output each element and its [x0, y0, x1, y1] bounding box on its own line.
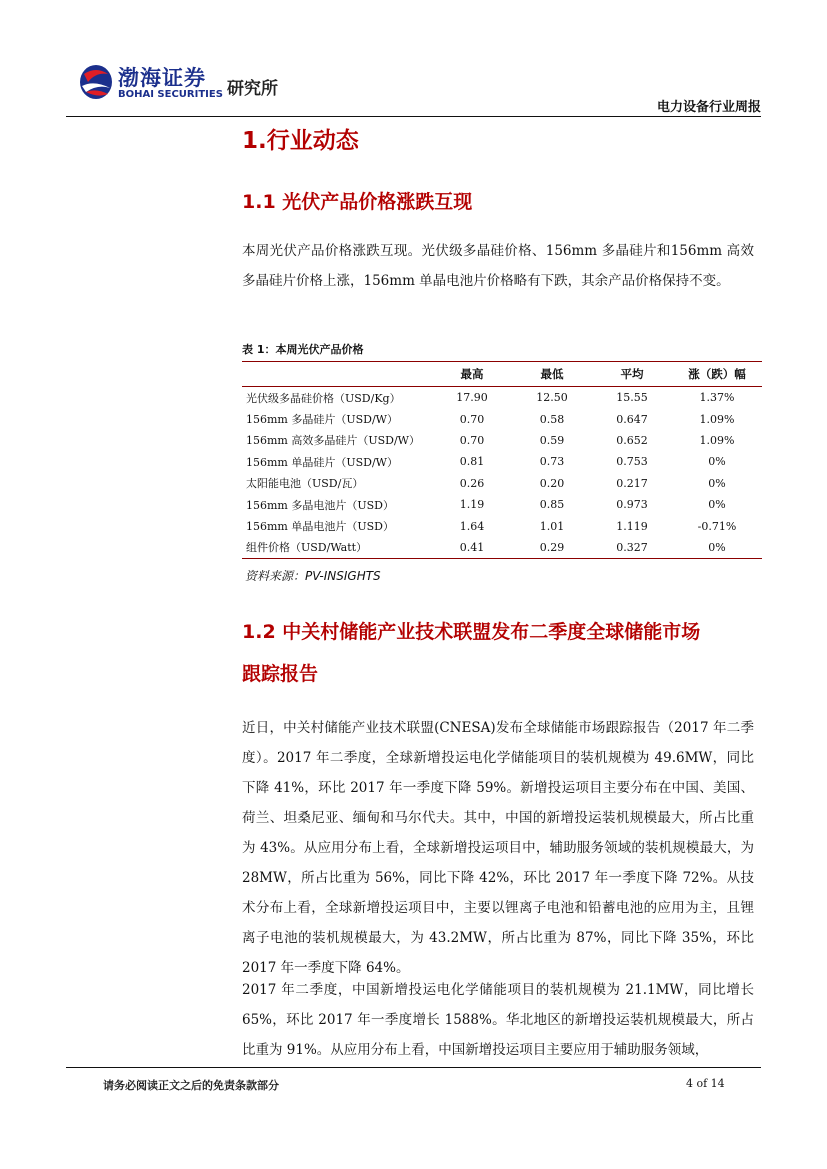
table-cell: 0.73	[539, 455, 565, 469]
paragraph-china-storage: 2017 年二季度，中国新增投运电化学储能项目的装机规模为 21.1MW，同比增长 65%，环比 2017 年一季度增长 1588%。华北地区的新增投运装机规模最大，所占比重为 91%。从应用分布上看，中国新增投运项目主要应用于辅助服务领域，	[242, 982, 754, 1058]
table-cell: 1.64	[459, 519, 485, 533]
table-cell: 1.37%	[699, 391, 735, 405]
subsection-title-1-1: 1.1 光伏产品价格涨跌互现	[242, 191, 473, 213]
table-cell: 12.50	[536, 391, 568, 405]
table-header-row	[242, 362, 762, 387]
table-cell: 0.327	[592, 537, 672, 559]
pv-price-table	[242, 361, 762, 559]
table-cell: 1.01	[539, 519, 565, 533]
report-type: 电力设备行业周报	[656, 100, 761, 115]
table-header-cell	[242, 362, 432, 387]
table-row	[242, 515, 762, 536]
header-divider	[66, 116, 761, 117]
table-cell: 17.90	[456, 391, 488, 405]
table-cell: 1.09%	[699, 433, 735, 447]
table-cell: 0.59	[539, 433, 565, 447]
footer-divider	[66, 1067, 761, 1068]
table-row	[242, 451, 762, 472]
subsection-title-1-2: 1.2 中关村储能产业技术联盟发布二季度全球储能市场	[242, 621, 701, 643]
table-header-cell: 平均	[592, 362, 672, 387]
table-header-cell: 涨（跌）幅	[672, 362, 762, 387]
table-cell: 156mm 单晶硅片（USD/W）	[246, 455, 398, 469]
table-cell: 0.70	[459, 412, 485, 426]
table-row	[242, 473, 762, 494]
section-title: 1.行业动态	[242, 128, 359, 154]
brand-name-cn: 渤海证券	[118, 66, 206, 90]
table-header-cell: 最高	[432, 362, 512, 387]
table-cell: 0.20	[539, 476, 565, 490]
table-cell: 太阳能电池（USD/瓦）	[246, 477, 364, 491]
table-cell: 156mm 单晶电池片（USD）	[246, 520, 394, 534]
table-row	[242, 537, 762, 559]
table-cell: 0%	[708, 476, 726, 490]
table-cell: 0.647	[616, 412, 648, 426]
table-cell: 1.119	[616, 519, 648, 533]
brand-name-en: BOHAI SECURITIES	[118, 89, 223, 100]
table-header-cell: 最低	[512, 362, 592, 387]
table-cell: 156mm 多晶电池片（USD）	[246, 498, 394, 512]
table-row	[242, 408, 762, 429]
table-cell: 156mm 高效多晶硅片（USD/W）	[246, 434, 420, 448]
table-cell: 0.753	[616, 455, 648, 469]
table-cell: 0.41	[432, 537, 512, 559]
table-cell: 0.973	[616, 498, 648, 512]
table-cell: 0.81	[459, 455, 485, 469]
table-source: 资料来源：PV-INSIGHTS	[245, 569, 381, 583]
brand-department: 研究所	[227, 79, 278, 99]
table-cell: 0.652	[616, 433, 648, 447]
bohai-logo-icon	[78, 62, 114, 102]
table-cell: 0.85	[539, 498, 565, 512]
page-number: 4 of 14	[686, 1077, 725, 1090]
table-cell: 0.26	[459, 476, 485, 490]
table-cell: -0.71%	[697, 519, 737, 533]
table-cell: 0%	[708, 498, 726, 512]
table-cell: 0.70	[459, 433, 485, 447]
table-cell: 0%	[708, 455, 726, 469]
table-row	[242, 494, 762, 515]
paragraph-global-storage: 近日，中关村储能产业技术联盟(CNESA)发布全球储能市场跟踪报告（2017 年二季度）。2017 年二季度，全球新增投运电化学储能项目的装机规模为 49.6MW，同比下降 41%，环比 2017 年一季度下降 59%。新增投运项目主要分布在中国、美国、荷兰、坦桑尼亚、缅甸和马尔代夫。其中，中国的新增投运装机规模最大，所占比重为 43%。从应用分布上看，全球新增投运项目中，辅助服务领域的装机规模最大，为 28MW，所占比重为 56%，同比下降 42%，环比 2017 年一季度下降 72%。从技术分布上看，全球新增投运项目中，主要以锂离子电池和铅蓄电池的应用为主，且锂离子电池的装机规模最大，为 43.2MW，所占比重为 87%，同比下降 35%，环比 2017 年一季度下降 64%。	[242, 720, 754, 976]
footer-disclaimer: 请务必阅读正文之后的免责条款部分	[103, 1079, 279, 1092]
table-cell: 组件价格（USD/Watt）	[242, 537, 432, 559]
table-cell: 0.217	[616, 476, 648, 490]
table-row	[242, 430, 762, 451]
paragraph-pv-prices: 本周光伏产品价格涨跌互现。光伏级多晶硅价格、156mm 多晶硅片和156mm 高效多晶硅片价格上涨，156mm 单晶电池片价格略有下跌，其余产品价格保持不变。	[242, 243, 754, 289]
table-cell: 156mm 多晶硅片（USD/W）	[246, 413, 398, 427]
table-cell: 0%	[672, 537, 762, 559]
subsection-title-1-2-cont: 跟踪报告	[242, 663, 319, 685]
table-cell: 1.09%	[699, 412, 735, 426]
table-cell: 0.58	[539, 412, 565, 426]
table-cell: 0.29	[512, 537, 592, 559]
table-cell: 1.19	[459, 498, 485, 512]
table-cell: 15.55	[616, 391, 648, 405]
table-cell: 光伏级多晶硅价格（USD/Kg）	[246, 391, 401, 405]
table-row	[242, 387, 762, 409]
table-caption: 表 1：本周光伏产品价格	[242, 343, 364, 356]
